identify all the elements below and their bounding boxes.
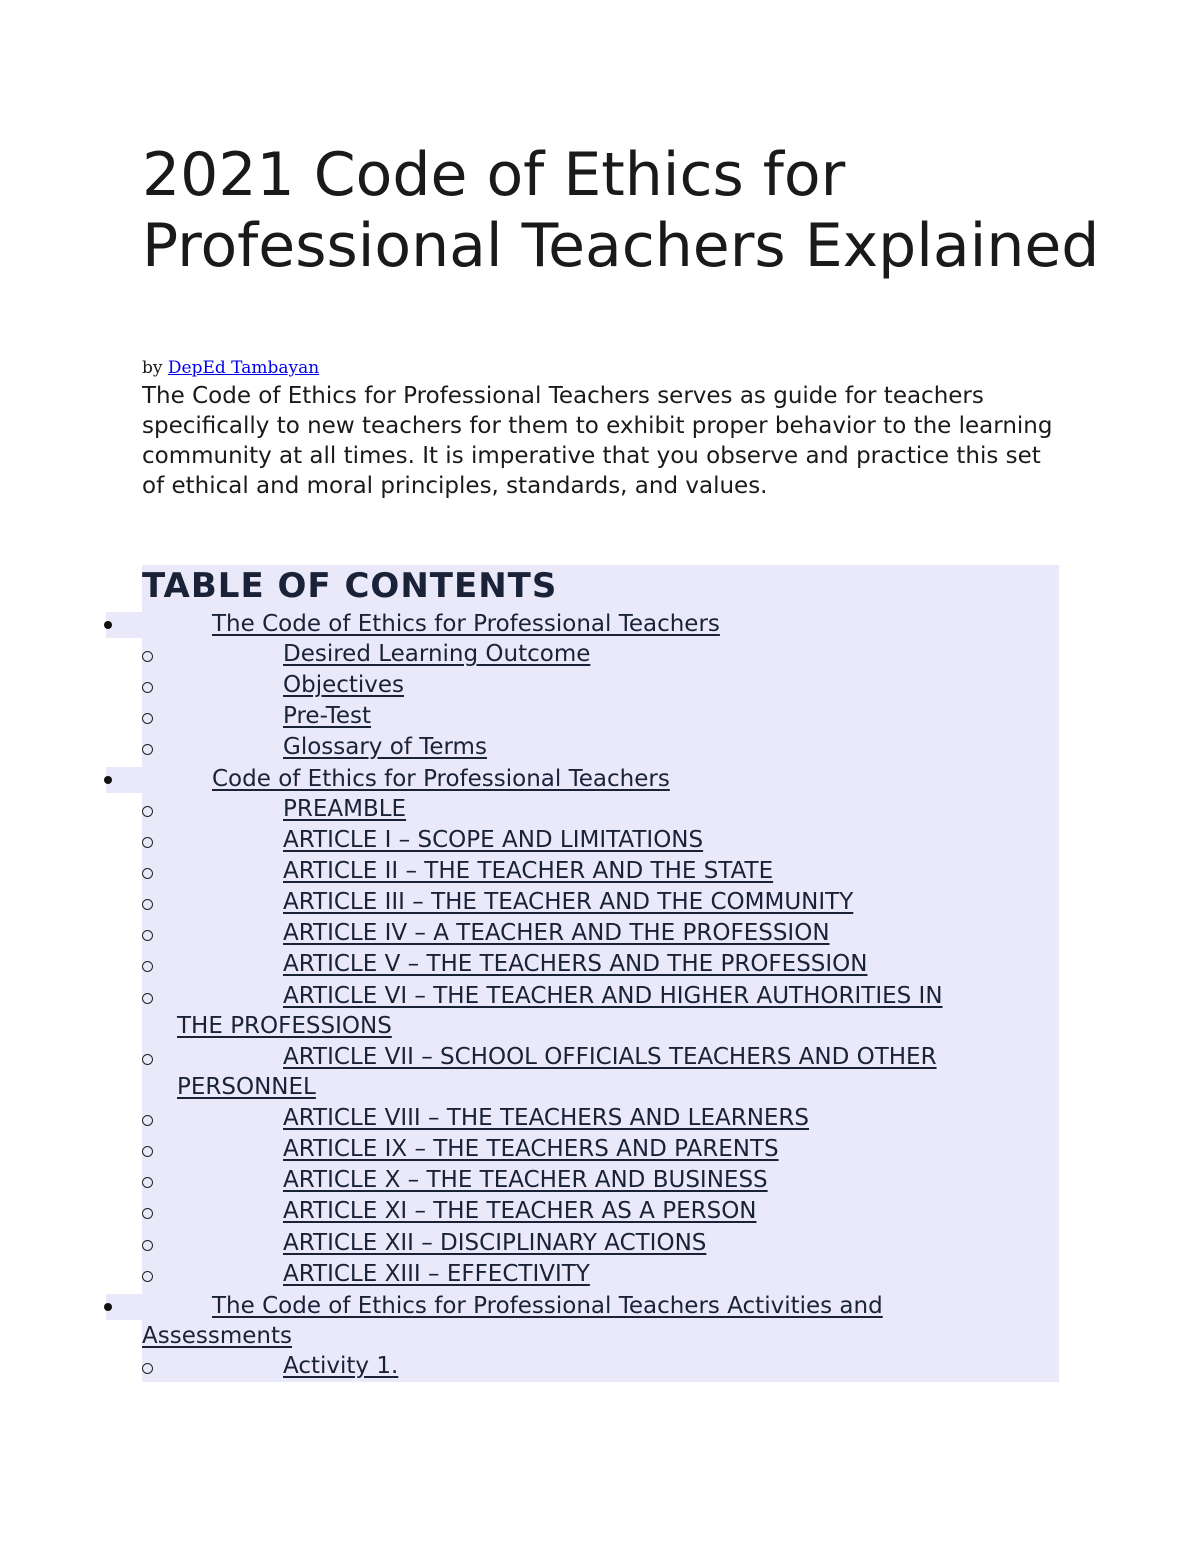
toc-item — [142, 1291, 883, 1351]
toc-item — [283, 794, 406, 824]
bullet-circle-icon — [142, 1177, 153, 1188]
toc-item — [283, 825, 703, 855]
bullet-circle-icon — [142, 930, 153, 941]
toc-link-continued[interactable]: THE PROFESSIONS — [177, 1013, 392, 1039]
bullet-disc-icon — [104, 1303, 112, 1311]
toc-item — [212, 609, 720, 639]
toc-item — [283, 1351, 398, 1381]
bullet-circle-icon — [142, 806, 153, 817]
toc-link[interactable]: Desired Learning Outcome — [283, 641, 591, 667]
toc-link[interactable]: ARTICLE II – THE TEACHER AND THE STATE — [283, 858, 774, 884]
toc-item — [283, 670, 404, 700]
toc-link[interactable]: ARTICLE VI – THE TEACHER AND HIGHER AUTHORITIES IN — [283, 983, 943, 1009]
bullet-circle-icon — [142, 1271, 153, 1282]
toc-link[interactable]: ARTICLE XII – DISCIPLINARY ACTIONS — [283, 1230, 707, 1256]
bullet-disc-icon — [104, 621, 112, 629]
bullet-circle-icon — [142, 651, 153, 662]
bullet-circle-icon — [142, 744, 153, 755]
toc-item — [177, 1042, 937, 1102]
toc-item — [283, 856, 773, 886]
toc-link[interactable]: ARTICLE III – THE TEACHER AND THE COMMUNITY — [283, 889, 854, 915]
toc-link[interactable]: ARTICLE IX – THE TEACHERS AND PARENTS — [283, 1136, 779, 1162]
toc-link[interactable]: ARTICLE IV – A TEACHER AND THE PROFESSION — [283, 920, 830, 946]
bullet-circle-icon — [142, 1240, 153, 1251]
toc-item — [283, 701, 371, 731]
toc-link-continued[interactable]: Assessments — [142, 1323, 292, 1349]
bullet-circle-icon — [142, 993, 153, 1004]
bullet-circle-icon — [142, 713, 153, 724]
toc-heading: TABLE OF CONTENTS — [142, 566, 558, 606]
bullet-disc-icon — [104, 776, 112, 784]
toc-link[interactable]: ARTICLE X – THE TEACHER AND BUSINESS — [283, 1167, 768, 1193]
toc-item — [283, 1165, 768, 1195]
toc-item — [283, 1196, 757, 1226]
bullet-circle-icon — [142, 837, 153, 848]
page-title: 2021 Code of Ethics for Professional Teachers Explained — [142, 140, 1100, 281]
toc-item — [283, 887, 853, 917]
toc-link[interactable]: ARTICLE XI – THE TEACHER AS A PERSON — [283, 1198, 757, 1224]
toc-link[interactable]: The Code of Ethics for Professional Teachers Activities and — [212, 1293, 883, 1319]
toc-item — [283, 949, 867, 979]
intro-paragraph: The Code of Ethics for Professional Teachers serves as guide for teachers specifically to new teachers for them to exhibit proper behavior to the learning community at all times. It is imperative that you observe and practice this set of ethical and moral principles, standards, and values. — [142, 383, 1053, 499]
toc-link[interactable]: Pre-Test — [283, 703, 372, 729]
byline — [142, 358, 319, 378]
toc-link[interactable]: ARTICLE VII – SCHOOL OFFICIALS TEACHERS AND OTHER — [283, 1044, 937, 1070]
toc-item — [212, 764, 670, 794]
bullet-circle-icon — [142, 1208, 153, 1219]
toc-link[interactable]: PREAMBLE — [283, 796, 407, 822]
toc-link[interactable]: ARTICLE XIII – EFFECTIVITY — [283, 1261, 590, 1287]
bullet-circle-icon — [142, 1054, 153, 1065]
byline-prefix: by — [142, 358, 163, 378]
toc-link[interactable]: Glossary of Terms — [283, 734, 487, 760]
bullet-circle-icon — [142, 1115, 153, 1126]
toc-item — [283, 1134, 779, 1164]
bullet-circle-icon — [142, 1146, 153, 1157]
author-link[interactable]: DepEd Tambayan — [167, 358, 320, 378]
bullet-circle-icon — [142, 899, 153, 910]
toc-item — [283, 918, 830, 948]
bullet-circle-icon — [142, 682, 153, 693]
toc-link[interactable]: ARTICLE V – THE TEACHERS AND THE PROFESSION — [283, 951, 868, 977]
toc-item — [283, 1103, 809, 1133]
bullet-circle-icon — [142, 1363, 153, 1374]
toc-link[interactable]: Code of Ethics for Professional Teachers — [212, 766, 670, 792]
toc-link[interactable]: ARTICLE VIII – THE TEACHERS AND LEARNERS — [283, 1105, 810, 1131]
toc-link[interactable]: Objectives — [283, 672, 405, 698]
toc-item — [177, 981, 943, 1041]
bullet-circle-icon — [142, 961, 153, 972]
toc-link-continued[interactable]: PERSONNEL — [177, 1074, 316, 1100]
toc-item — [283, 1259, 590, 1289]
toc-link[interactable]: Activity 1. — [283, 1353, 399, 1379]
toc-item — [283, 732, 487, 762]
bullet-circle-icon — [142, 868, 153, 879]
toc-link[interactable]: The Code of Ethics for Professional Teachers — [212, 611, 720, 637]
toc-item — [283, 639, 590, 669]
toc-item — [283, 1228, 706, 1258]
toc-link[interactable]: ARTICLE I – SCOPE AND LIMITATIONS — [283, 827, 704, 853]
